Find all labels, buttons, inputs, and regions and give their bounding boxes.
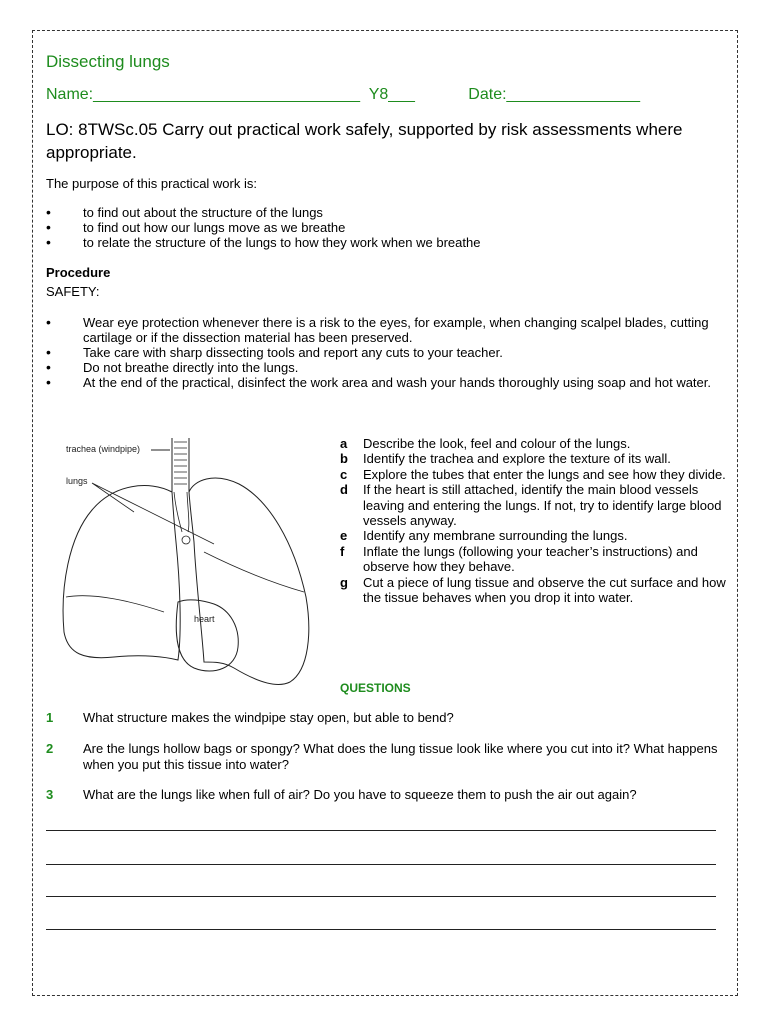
safety-list xyxy=(46,315,726,390)
safety-item: • Wear eye protection whenever there is a risk to the eyes, for example, when changing scalpel blades, cutting cartilage or if the dissection material has been preserved. xyxy=(46,315,726,345)
procedure-heading: Procedure xyxy=(46,265,111,280)
safety-label: SAFETY: xyxy=(46,284,100,299)
year-field[interactable]: Y8___ xyxy=(368,86,415,103)
heart-label: heart xyxy=(194,614,215,624)
answer-line[interactable] xyxy=(46,929,716,930)
step-item xyxy=(340,528,730,543)
learning-objective: LO: 8TWSc.05 Carry out practical work safely, supported by risk assessments where appropriate. xyxy=(46,120,683,162)
step-text: Describe the look, feel and colour of the lungs. xyxy=(363,436,631,451)
question-item xyxy=(46,741,726,772)
step-letter: a xyxy=(340,436,348,451)
safety-item: • Do not breathe directly into the lungs. xyxy=(46,360,726,375)
question-number: 2 xyxy=(46,741,54,756)
answer-line[interactable] xyxy=(46,830,716,831)
step-item xyxy=(340,436,730,451)
answer-line[interactable] xyxy=(46,864,716,865)
step-item xyxy=(340,544,730,575)
heart xyxy=(176,600,238,671)
worksheet-title: Dissecting lungs xyxy=(46,52,170,71)
safety-item: • At the end of the practical, disinfect the work area and wash your hands thoroughly using soap and hot water. xyxy=(46,375,726,390)
date-field[interactable]: Date:_______________ xyxy=(468,86,641,103)
step-letter: g xyxy=(340,574,348,590)
student-info-line xyxy=(46,86,640,104)
left-fissure xyxy=(66,596,164,612)
step-letter: e xyxy=(340,528,348,544)
left-lung xyxy=(63,486,180,660)
step-text: Identify any membrane surrounding the lungs. xyxy=(363,528,628,544)
purpose-intro: The purpose of this practical work is: xyxy=(46,176,257,191)
question-item xyxy=(46,787,726,803)
right-lung xyxy=(189,478,309,684)
step-text: Explore the tubes that enter the lungs and see how they divide. xyxy=(363,466,726,482)
step-item xyxy=(340,482,730,528)
trachea-rings xyxy=(174,442,187,484)
lungs-diagram xyxy=(54,432,326,692)
purpose-item: • to find out how our lungs move as we breathe xyxy=(46,220,726,235)
question-number: 3 xyxy=(46,787,54,802)
purpose-item: • to relate the structure of the lungs to how they work when we breathe xyxy=(46,235,726,250)
step-text: If the heart is still attached, identify the main blood vessels leaving and entering the lungs. If not, try to identify large blood vessels anyway. xyxy=(363,482,722,529)
step-item xyxy=(340,467,730,482)
step-letter: d xyxy=(340,482,348,498)
question-text: What are the lungs like when full of air? Do you have to squeeze them to push the air out again? xyxy=(83,787,637,802)
question-text: What structure makes the windpipe stay open, but able to bend? xyxy=(83,710,454,725)
step-letter: b xyxy=(340,451,348,467)
step-item xyxy=(340,451,730,466)
lungs-leader xyxy=(92,483,214,544)
step-letter: c xyxy=(340,466,348,482)
purpose-item: • to find out about the structure of the lungs xyxy=(46,205,726,220)
step-text: Identify the trachea and explore the texture of its wall. xyxy=(363,451,671,467)
step-text: Cut a piece of lung tissue and observe the cut surface and how the tissue behaves when you drop it into water. xyxy=(363,574,726,606)
step-letter: f xyxy=(340,543,345,559)
bronchi xyxy=(174,492,189,532)
safety-item: • Take care with sharp dissecting tools and report any cuts to your teacher. xyxy=(46,345,726,360)
lungs-label: lungs xyxy=(66,476,88,486)
purpose-list xyxy=(46,205,726,250)
step-text: Inflate the lungs (following your teacher’s instructions) and observe how they behave. xyxy=(363,543,698,575)
bronchus-junction xyxy=(182,536,190,544)
question-text: Are the lungs hollow bags or spongy? What does the lung tissue look like where you cut into it? What happens when you put this tissue into water? xyxy=(83,741,718,772)
trachea-label: trachea (windpipe) xyxy=(66,444,141,454)
name-field[interactable]: Name:______________________________ xyxy=(46,86,361,103)
answer-line[interactable] xyxy=(46,896,716,897)
questions-heading: QUESTIONS xyxy=(340,681,411,695)
question-item xyxy=(46,710,726,726)
step-item xyxy=(340,575,730,606)
right-fissure xyxy=(204,552,304,592)
question-number: 1 xyxy=(46,710,54,725)
step-list xyxy=(340,436,730,605)
